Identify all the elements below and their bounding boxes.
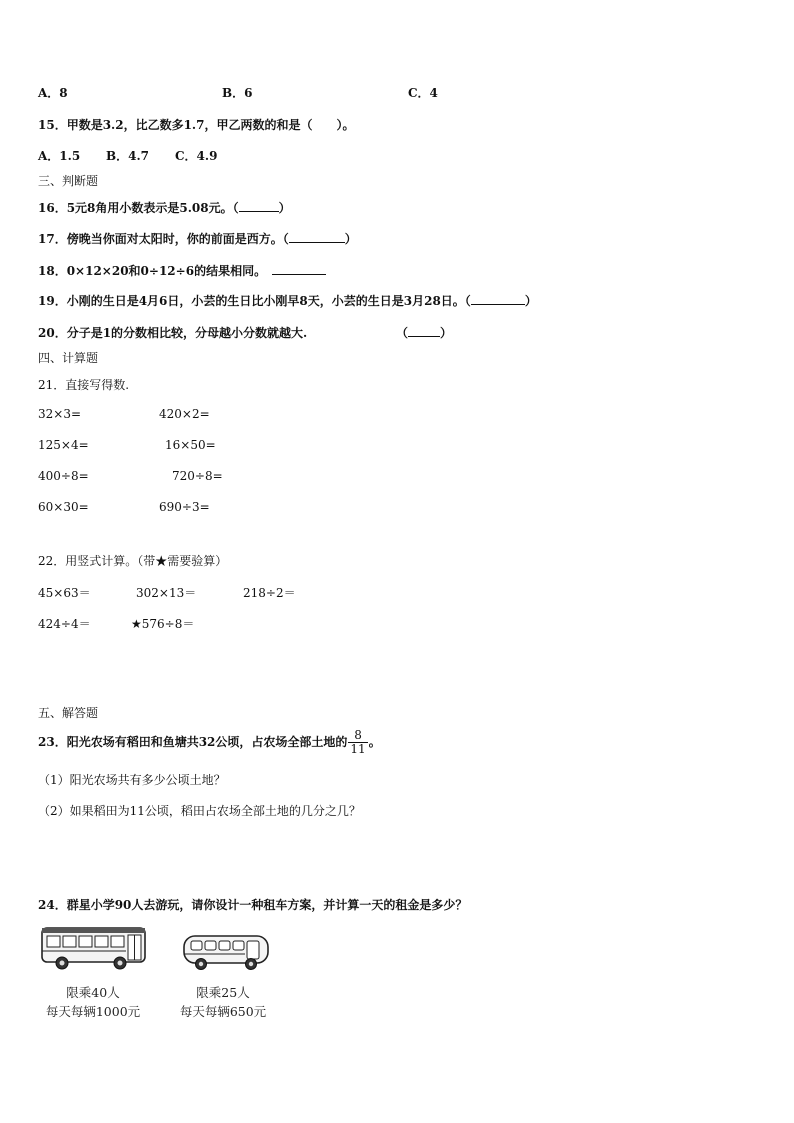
q21-item-5: 400÷8= <box>38 469 89 483</box>
q17-close: ） <box>344 232 357 246</box>
q23-end: 。 <box>368 735 381 749</box>
q14-option-a: A．8 <box>38 86 68 100</box>
q23-sub2: （2）如果稻田为11公顷，稻田占农场全部土地的几分之几？ <box>38 804 361 818</box>
q15-option-c: C．4.9 <box>175 149 218 163</box>
q24-text: 24．群星小学90人去游玩，请你设计一种租车方案，并计算一天的租金是多少？ <box>38 898 468 912</box>
q17-text: 17．傍晚当你面对太阳时，你的前面是西方。（ <box>38 232 289 246</box>
q20-text: 20．分子是1的分数相比较，分母越小分数就越大. <box>38 326 308 340</box>
large-bus-caption <box>28 983 158 1021</box>
q23-sub1: （1）阳光农场共有多少公顷土地？ <box>38 773 226 787</box>
q16-answer-blank[interactable] <box>239 200 279 212</box>
small-bus-caption <box>161 983 285 1021</box>
q21-title: 21．直接写得数. <box>38 378 130 392</box>
q20 <box>38 324 307 341</box>
section-title-word-problems: 五、解答题 <box>38 706 99 720</box>
q19-text: 19．小刚的生日是4月6日，小芸的生日比小刚早8天，小芸的生日是3月28日。（ <box>38 294 471 308</box>
q23-fraction-numerator: 8 <box>348 729 367 743</box>
q18-text: 18．0×12×20和0÷12÷6的结果相同。 <box>38 264 267 278</box>
q21-item-8: 690÷3= <box>159 500 210 514</box>
q21-item-4: 16×50= <box>165 438 216 452</box>
q14-option-c: C．4 <box>408 86 438 100</box>
q22-item-4: 424÷4＝ <box>38 617 91 631</box>
q23-text: 23．阳光农场有稻田和鱼塘共32公顷，占农场全部土地的 <box>38 735 348 749</box>
large-bus-price: 每天每辆1000元 <box>45 1004 141 1019</box>
q21-item-6: 720÷8= <box>172 469 223 483</box>
q23 <box>38 722 381 762</box>
q17-answer-blank[interactable] <box>289 231 345 243</box>
q18-answer-blank[interactable] <box>272 263 326 275</box>
large-bus-capacity: 限乘40人 <box>66 985 120 1000</box>
q15-text: 15．甲数是3.2，比乙数多1.7，甲乙两数的和是（ ）。 <box>38 118 355 132</box>
q16-close: ） <box>278 201 291 215</box>
small-bus-capacity: 限乘25人 <box>196 985 250 1000</box>
q19-close: ） <box>524 294 537 308</box>
q18 <box>38 262 326 279</box>
q17 <box>38 230 357 247</box>
q15-option-a: A．1.5 <box>38 149 81 163</box>
q22-item-5: ★576÷8＝ <box>131 617 195 631</box>
q21-item-1: 32×3= <box>38 407 82 421</box>
large-bus-icon <box>40 925 148 975</box>
q20-answer <box>396 324 452 341</box>
small-bus-price: 每天每辆650元 <box>179 1004 267 1019</box>
q20-close: ） <box>440 326 453 340</box>
q20-open: （ <box>396 326 409 340</box>
q14-option-b: B．6 <box>222 86 253 100</box>
section-title-calculation: 四、计算题 <box>38 351 99 365</box>
section-title-judgement: 三、判断题 <box>38 174 99 188</box>
q22-item-3: 218÷2＝ <box>243 586 296 600</box>
q19-answer-blank[interactable] <box>471 293 525 305</box>
q22-item-2: 302×13＝ <box>136 586 197 600</box>
q19 <box>38 292 537 309</box>
small-bus-icon <box>181 932 271 974</box>
q15-option-b: B．4.7 <box>106 149 150 163</box>
q21-item-3: 125×4= <box>38 438 89 452</box>
q22-title: 22．用竖式计算。（带★需要验算） <box>38 554 228 568</box>
q21-item-7: 60×30= <box>38 500 89 514</box>
q16-text: 16．5元8角用小数表示是5.08元。（ <box>38 201 239 215</box>
q23-fraction <box>348 729 367 756</box>
q21-item-2: 420×2= <box>159 407 210 421</box>
q16 <box>38 199 291 216</box>
q23-fraction-denominator: 11 <box>350 742 366 756</box>
q20-answer-blank[interactable] <box>408 325 440 337</box>
q22-item-1: 45×63＝ <box>38 586 91 600</box>
